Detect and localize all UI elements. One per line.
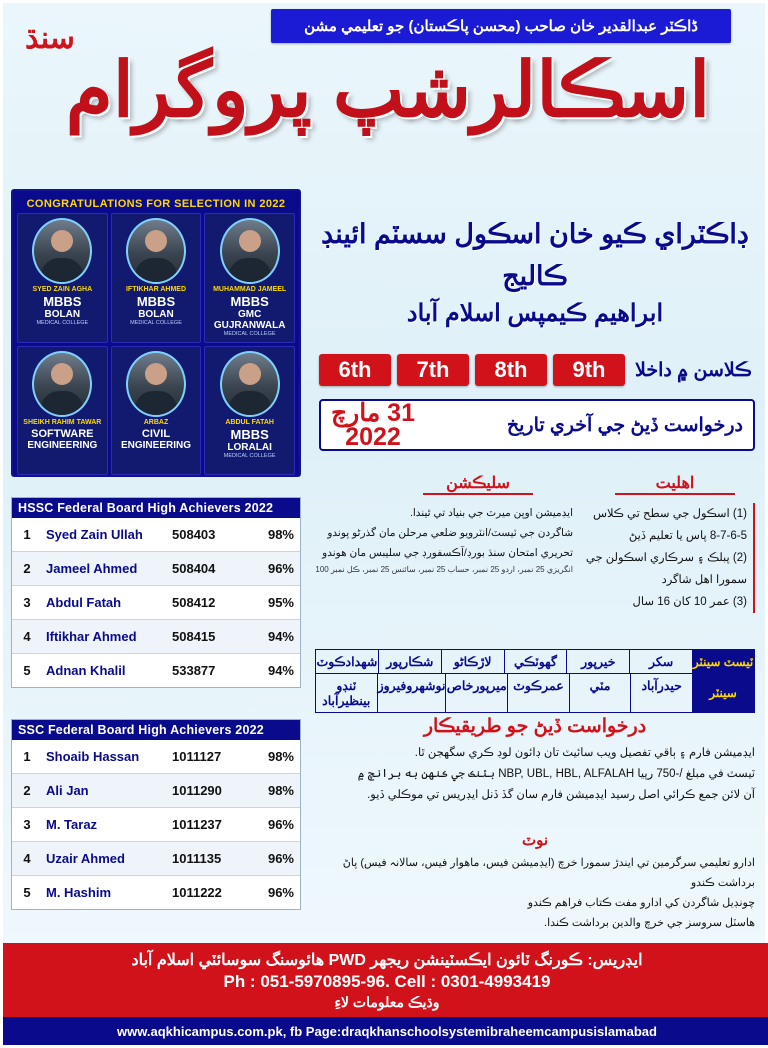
student-name: ARBAZ: [143, 418, 169, 426]
footer-web[interactable]: www.aqkhicampus.com.pk, fb Page:draqkhanschoolsystemibraheemcampusislamabad: [3, 1017, 768, 1045]
centers-tag-test: ٽيسٽ سينٽر: [692, 650, 754, 673]
name-cell: Uzair Ahmed: [46, 851, 125, 866]
percent-cell: 96%: [267, 817, 294, 832]
avatar: [126, 351, 186, 417]
province-label: سنڌ: [25, 22, 75, 55]
congratulations-heading: CONGRATULATIONS FOR SELECTION IN 2022: [17, 195, 295, 213]
table-row: [12, 620, 300, 654]
roll-cell: 508412: [172, 595, 216, 610]
percent-cell: 98%: [267, 749, 294, 764]
center-name: ميرپورخاص: [445, 674, 507, 712]
procedure-item: ايڊميشن فارم ۽ ٻاقي تفصيل ويب سائيٽ تان ڊائون لوڊ ڪري سگھجن ٿا.: [414, 747, 755, 759]
selection-item: تحريري امتحان سنڌ بورڊ/آڪسفورڊ جي سليبس مان هوندو: [322, 547, 573, 559]
class-chip-9th: 9th: [553, 354, 625, 386]
roll-cell: 1011290: [172, 783, 222, 798]
table-row: [12, 518, 300, 552]
class-chip-8th: 8th: [475, 354, 547, 386]
procedure-item: آن لائن جمع ڪرائي اصل رسيد ايڊميشن فارم سان گڏ ڏنل ايڊريس تي موڪلي ڏيو.: [367, 789, 755, 801]
note-item: هاسٽل سروسز جي خرچ والدين برداشت ڪندا.: [544, 917, 755, 929]
name-cell: Ali Jan: [46, 783, 89, 798]
rank-cell: 2: [23, 561, 31, 576]
student-card: [111, 346, 202, 476]
table-row: [12, 586, 300, 620]
student-name: SHEIKH RAHIM TAWAR: [23, 418, 102, 426]
center-name: شڪارپور: [378, 650, 441, 673]
rank-cell: 2: [23, 783, 31, 798]
eligibility-list: [583, 503, 755, 613]
test-centers-table: [315, 649, 755, 713]
campus-name: ابراهيم ڪيمپس اسلام آباد: [406, 300, 664, 327]
percent-cell: 94%: [267, 663, 294, 678]
center-name: شهدادڪوٽ: [316, 655, 378, 669]
roll-cell: 533877: [172, 663, 216, 678]
hssc-achievers-table: [11, 497, 301, 688]
percent-cell: 96%: [267, 561, 294, 576]
avatar: [32, 218, 92, 284]
roll-cell: 508403: [172, 527, 216, 542]
table-row: [12, 774, 300, 808]
classes-row: [319, 349, 755, 391]
student-degree: MBBS: [43, 294, 82, 309]
student-card: [17, 346, 108, 476]
center-name: مٽي: [569, 674, 631, 712]
percent-cell: 96%: [267, 851, 294, 866]
table-row: [12, 740, 300, 774]
percent-cell: 98%: [267, 783, 294, 798]
mission-ribbon: ڈاڪٽر عبدالقدير خان صاحب (محسن پاڪستان) جو تعليمي مشن: [271, 9, 731, 43]
deadline-label: درخواست ڏيڻ جي آخري تاريخ: [506, 414, 743, 436]
deadline-day: 31 مارچ: [331, 399, 415, 427]
rank-cell: 4: [23, 851, 31, 866]
name-cell: Syed Zain Ullah: [46, 527, 143, 542]
student-college-sub: MEDICAL COLLEGE: [223, 331, 276, 337]
rank-cell: 5: [23, 663, 31, 678]
student-college: GMC GUJRANWALA: [213, 309, 286, 331]
rank-cell: 1: [23, 527, 31, 542]
classes-label: ڪلاسن ۾ داخلا: [635, 359, 752, 381]
selection-title: سليڪشن: [423, 473, 533, 495]
avatar: [220, 351, 280, 417]
rank-cell: 4: [23, 629, 31, 644]
note-list: [315, 853, 755, 933]
note-item: چونڊيل شاگردن کي ادارو مفت ڪتاب فراهم ڪندو: [527, 897, 755, 909]
center-name: خيرپور: [566, 650, 629, 673]
student-degree: MBBS: [136, 294, 176, 309]
percent-cell: 94%: [267, 629, 294, 644]
name-cell: Abdul Fatah: [46, 595, 122, 610]
name-cell: Iftikhar Ahmed: [46, 629, 137, 644]
rank-cell: 5: [23, 885, 31, 900]
student-card: [17, 213, 108, 343]
deadline-date: [331, 401, 415, 449]
student-card: [111, 213, 202, 343]
procedure-title: درخواست ڏيڻ جو طريقيڪار: [423, 716, 647, 737]
footer-contact: [3, 943, 768, 1017]
ssc-table-title: SSC Federal Board High Achievers 2022: [12, 720, 300, 740]
centers-row: [316, 650, 754, 674]
table-row: [12, 654, 300, 687]
student-name: ABDUL FATAH: [225, 418, 274, 426]
avatar: [32, 351, 92, 417]
student-college: ENGINEERING: [120, 439, 191, 451]
phone-line: Ph : 051-5970895-96. Cell : 0301-4993419: [223, 971, 551, 991]
centers-tag-center: سينٽر: [692, 674, 754, 712]
ssc-achievers-table: [11, 719, 301, 910]
student-name: SYED ZAIN AGHA: [32, 286, 93, 293]
procedure-list: [315, 743, 755, 806]
student-card: [204, 213, 295, 343]
roll-cell: 1011127: [172, 749, 222, 764]
rank-cell: 3: [23, 595, 31, 610]
center-name: ٽنڊو بينظيرآباد: [322, 679, 371, 708]
hssc-table-title: HSSC Federal Board High Achievers 2022: [12, 498, 300, 518]
student-name: MUHAMMAD JAMEEL: [213, 286, 287, 293]
more-info-label: وڌيڪ معلومات لاءِ: [334, 993, 440, 1010]
school-name: ڊاڪٽراي ڪيو خان اسڪول سسٽم ائينڊ ڪاليج: [321, 219, 749, 291]
name-cell: M. Hashim: [46, 885, 112, 900]
student-college-sub: MEDICAL COLLEGE: [223, 452, 276, 459]
rank-cell: 3: [23, 817, 31, 832]
rank-cell: 1: [23, 749, 31, 764]
roll-cell: 1011237: [172, 817, 222, 832]
center-name: سکر: [629, 650, 692, 673]
percent-cell: 95%: [267, 595, 294, 610]
table-row: [12, 552, 300, 586]
eligibility-title: اهليت: [615, 473, 735, 495]
center-name: گھوٽڪي: [504, 650, 567, 673]
percent-cell: 96%: [267, 885, 294, 900]
selection-item: شاگردن جي ٽيسٽ/انٽرويو ضلعي مرحلن مان گذرڻو پوندو: [327, 527, 573, 539]
student-degree: SOFTWARE: [31, 427, 94, 440]
student-college: ENGINEERING: [27, 439, 98, 451]
name-cell: Jameel Ahmed: [46, 561, 138, 576]
center-name: عمرڪوٽ: [507, 674, 569, 712]
center-name: نوشهروفيروز: [377, 674, 446, 712]
note-item: ادارو تعليمي سرگرمين تي ايندڙ سمورا خرچ (ايڊميشن فيس، ماهوار فيس، سالانہ فيس) پاڻ برداشت ڪندو: [342, 857, 755, 889]
student-college-sub: MEDICAL COLLEGE: [36, 320, 89, 326]
center-name: حيدرآباد: [630, 674, 692, 712]
deadline-year: 2022: [345, 423, 401, 451]
student-card: [204, 346, 295, 476]
student-college: BOLAN: [44, 309, 81, 320]
student-name: IFTIKHAR AHMED: [125, 286, 186, 293]
avatar: [220, 218, 280, 284]
procedure-item: ٽيسٽ في مبلغ /-750 رپيا NBP, UBL, HBL, ALFALAH بئنڪ جي ڪنهن به برانچ ۾: [357, 768, 755, 780]
roll-cell: 1011135: [172, 851, 222, 866]
student-college: BOLAN: [138, 309, 174, 320]
eligibility-item: (1) اسڪول جي سطح تي ڪلاس 5-6-7-8 پاس يا تعليم ڏيڻ: [592, 508, 747, 542]
name-cell: Shoaib Hassan: [46, 749, 140, 764]
name-cell: M. Taraz: [46, 817, 98, 832]
center-name: لاڙڪاڻو: [441, 650, 504, 673]
selected-students-grid: [17, 213, 295, 475]
name-cell: Adnan Khalil: [46, 663, 126, 678]
avatar: [126, 218, 186, 284]
student-degree: MBBS: [230, 426, 269, 442]
student-degree: CIVIL: [141, 427, 171, 440]
class-chip-6th: 6th: [319, 354, 391, 386]
roll-cell: 508404: [172, 561, 216, 576]
selection-list: [315, 503, 573, 577]
roll-cell: 508415: [172, 629, 216, 644]
address-line: ايڊريس: ڪورنگ ٽائون ايڪسٽينشن ريجهر PWD هائوسنگ سوسائٽي اسلام آباد: [131, 951, 643, 969]
table-row: [12, 842, 300, 876]
deadline-box: [319, 399, 755, 451]
percent-cell: 98%: [267, 527, 294, 542]
eligibility-item: (3) عمر 10 کان 16 سال: [632, 596, 747, 608]
centers-row: [316, 674, 754, 712]
class-chip-7th: 7th: [397, 354, 469, 386]
page-title: اسڪالرشپ پروگرام: [65, 48, 711, 133]
congratulations-panel: [11, 189, 301, 477]
eligibility-item: (2) پبلڪ ۽ سرڪاري اسڪولن جي سمورا اهل شاگرد: [585, 552, 747, 586]
table-row: [12, 876, 300, 909]
note-title: نوٽ: [521, 832, 549, 849]
student-college: LORALAI: [227, 441, 272, 453]
selection-footnote: انگريزي 25 نمبر، اردو 25 نمبر، حساب 25 نمبر، سائنس 25 نمبر، ڪل نمبر 100: [315, 565, 573, 574]
student-college-sub: MEDICAL COLLEGE: [130, 320, 182, 326]
student-degree: MBBS: [230, 294, 269, 309]
selection-item: ايڊميشن اوپن ميرٽ جي بنياد تي ٿيندا.: [409, 507, 573, 519]
table-row: [12, 808, 300, 842]
roll-cell: 1011222: [172, 885, 222, 900]
